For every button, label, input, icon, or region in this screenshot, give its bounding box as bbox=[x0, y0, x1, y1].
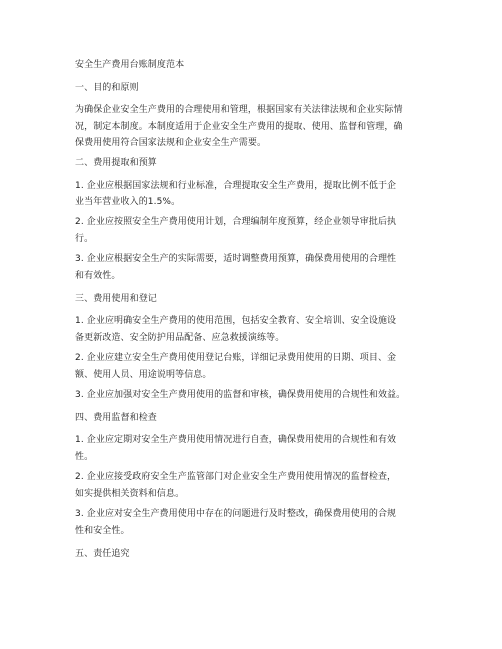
paragraph-line: 2. 企业应按照安全生产费用使用计划，合理编制年度预算，经企业领导审批后执 bbox=[75, 217, 397, 227]
paragraph-line: 如实提供相关资料和信息。 bbox=[75, 489, 185, 499]
paragraph-line: 1. 企业应定期对安全生产费用使用情况进行自查，确保费用使用的合规性和有效 bbox=[75, 435, 397, 445]
paragraph-line: 3. 企业应对安全生产费用使用中存在的问题进行及时整改，确保费用使用的合规 bbox=[75, 509, 397, 519]
paragraph-line: 性。 bbox=[75, 452, 94, 462]
paragraph-line: 1. 企业应明确安全生产费用的使用范围，包括安全教育、安全培训、安全设施设 bbox=[75, 316, 397, 326]
section-heading: 五、责任追究 bbox=[75, 549, 130, 559]
paragraph-line: 性和安全性。 bbox=[75, 526, 130, 536]
section-heading: 三、费用使用和登记 bbox=[75, 294, 157, 304]
section-heading: 一、目的和原则 bbox=[75, 83, 139, 93]
paragraph-line: 为确保企业安全生产费用的合理使用和管理，根据国家有关法律法规和企业实际情 bbox=[75, 105, 403, 115]
paragraph-line: 1. 企业应根据国家法规和行业标准，合理提取安全生产费用，提取比例不低于企 bbox=[75, 181, 397, 191]
paragraph-line: 额、使用人员、用途说明等信息。 bbox=[75, 370, 212, 380]
paragraph-line: 2. 企业应建立安全生产费用使用登记台账，详细记录费用使用的日期、项目、金 bbox=[75, 353, 397, 363]
paragraph-line: 业当年营业收入的1.5%。 bbox=[75, 197, 181, 207]
document-title: 安全生产费用台账制度范本 bbox=[75, 60, 185, 70]
paragraph-line: 保费用使用符合国家法规和企业安全生产需要。 bbox=[75, 138, 267, 148]
paragraph-line: 2. 企业应接受政府安全生产监管部门对企业安全生产费用使用情况的监督检查， bbox=[75, 472, 397, 482]
paragraph-line: 和有效性。 bbox=[75, 271, 121, 281]
section-heading: 四、费用监督和检查 bbox=[75, 413, 157, 423]
section-heading: 二、费用提取和预算 bbox=[75, 158, 157, 168]
paragraph-line: 3. 企业应根据安全生产的实际需要，适时调整费用预算，确保费用使用的合理性 bbox=[75, 254, 397, 264]
paragraph-line: 3. 企业应加强对安全生产费用使用的监督和审核，确保费用使用的合规性和效益。 bbox=[75, 390, 406, 400]
paragraph-line: 备更新改造、安全防护用品配备、应急救援演练等。 bbox=[75, 333, 285, 343]
paragraph-line: 况，制定本制度。本制度适用于企业安全生产费用的提取、使用、监督和管理，确 bbox=[75, 122, 403, 132]
paragraph-line: 行。 bbox=[75, 234, 94, 244]
